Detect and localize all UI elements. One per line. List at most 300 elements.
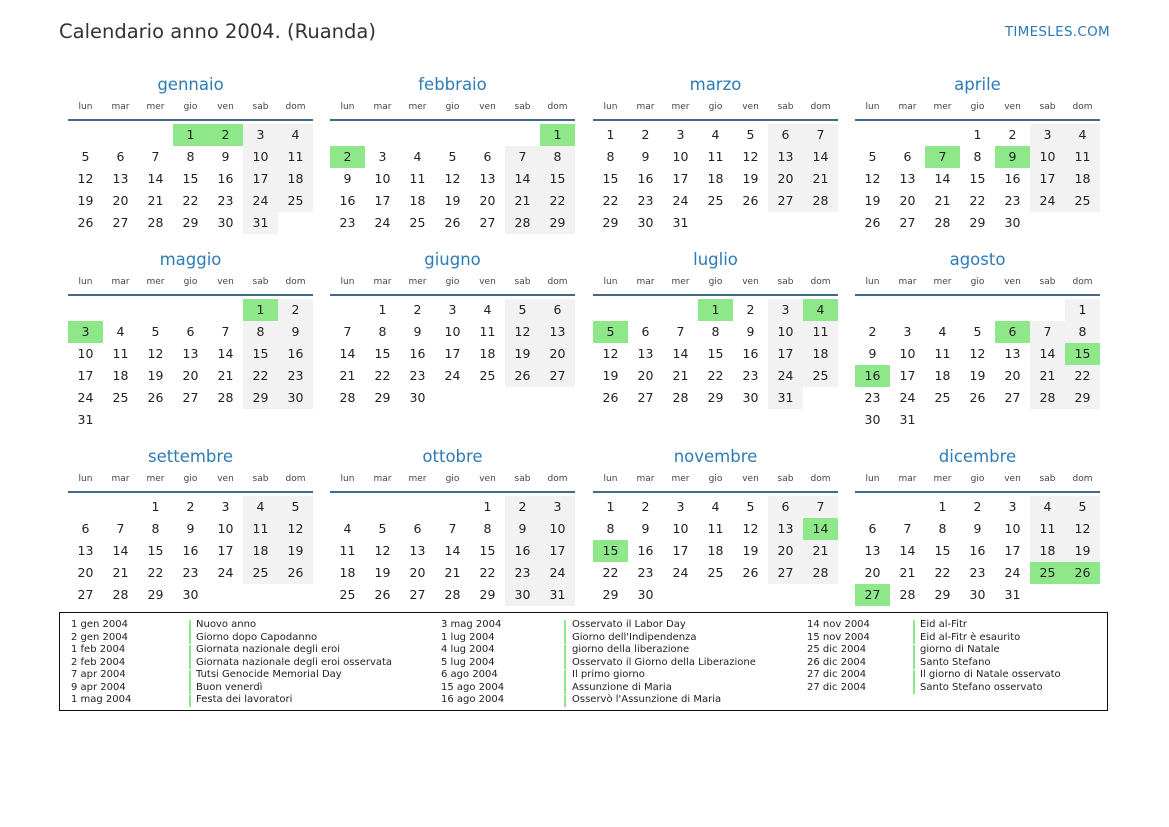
day-cell[interactable]: 19: [374, 565, 391, 580]
day-cell[interactable]: 22: [707, 368, 724, 383]
day-cell[interactable]: 11: [479, 324, 496, 339]
day-cell[interactable]: 20: [540, 343, 575, 365]
day-cell[interactable]: 6: [641, 324, 650, 339]
day-cell[interactable]: 15: [479, 543, 496, 558]
day-cell[interactable]: 2: [641, 499, 650, 514]
holiday-day-cell[interactable]: 6: [995, 321, 1030, 343]
day-cell[interactable]: 13: [1004, 346, 1021, 361]
day-cell[interactable]: 2: [278, 299, 313, 321]
day-cell[interactable]: 17: [217, 543, 234, 558]
day-cell[interactable]: 22: [602, 565, 619, 580]
day-cell[interactable]: 10: [672, 521, 689, 536]
day-cell[interactable]: 5: [81, 149, 90, 164]
day-cell[interactable]: 25: [1065, 190, 1100, 212]
day-cell[interactable]: 16: [505, 540, 540, 562]
day-cell[interactable]: 13: [77, 543, 94, 558]
day-cell[interactable]: 13: [540, 321, 575, 343]
day-cell[interactable]: 16: [339, 193, 356, 208]
day-cell[interactable]: 3: [448, 302, 457, 317]
day-cell[interactable]: 17: [899, 368, 916, 383]
day-cell[interactable]: 15: [147, 543, 164, 558]
day-cell[interactable]: 21: [217, 368, 234, 383]
day-cell[interactable]: 20: [77, 565, 94, 580]
day-cell[interactable]: 6: [540, 299, 575, 321]
day-cell[interactable]: 13: [112, 171, 129, 186]
holiday-day-cell[interactable]: 26: [1065, 562, 1100, 584]
day-cell[interactable]: 13: [637, 346, 654, 361]
day-cell[interactable]: 1: [606, 127, 615, 142]
day-cell[interactable]: 21: [147, 193, 164, 208]
day-cell[interactable]: 12: [742, 521, 759, 536]
day-cell[interactable]: 13: [864, 543, 881, 558]
day-cell[interactable]: 17: [1030, 168, 1065, 190]
day-cell[interactable]: 12: [742, 149, 759, 164]
day-cell[interactable]: 7: [803, 496, 838, 518]
day-cell[interactable]: 4: [413, 149, 422, 164]
day-cell[interactable]: 23: [182, 565, 199, 580]
day-cell[interactable]: 31: [899, 412, 916, 427]
day-cell[interactable]: 6: [483, 149, 492, 164]
day-cell[interactable]: 23: [339, 215, 356, 230]
day-cell[interactable]: 31: [1004, 587, 1021, 602]
day-cell[interactable]: 20: [768, 168, 803, 190]
day-cell[interactable]: 24: [672, 565, 689, 580]
day-cell[interactable]: 26: [374, 587, 391, 602]
day-cell[interactable]: 16: [278, 343, 313, 365]
day-cell[interactable]: 10: [1004, 521, 1021, 536]
day-cell[interactable]: 4: [243, 496, 278, 518]
day-cell[interactable]: 30: [278, 387, 313, 409]
day-cell[interactable]: 10: [672, 149, 689, 164]
day-cell[interactable]: 26: [602, 390, 619, 405]
day-cell[interactable]: 20: [768, 540, 803, 562]
day-cell[interactable]: 23: [864, 390, 881, 405]
day-cell[interactable]: 30: [182, 587, 199, 602]
day-cell[interactable]: 3: [378, 149, 387, 164]
day-cell[interactable]: 14: [505, 168, 540, 190]
day-cell[interactable]: 1: [483, 499, 492, 514]
day-cell[interactable]: 12: [864, 171, 881, 186]
day-cell[interactable]: 2: [641, 127, 650, 142]
day-cell[interactable]: 9: [343, 171, 352, 186]
day-cell[interactable]: 16: [1004, 171, 1021, 186]
day-cell[interactable]: 1: [938, 499, 947, 514]
day-cell[interactable]: 28: [505, 212, 540, 234]
day-cell[interactable]: 24: [672, 193, 689, 208]
day-cell[interactable]: 27: [479, 215, 496, 230]
holiday-day-cell[interactable]: 14: [803, 518, 838, 540]
day-cell[interactable]: 31: [672, 215, 689, 230]
day-cell[interactable]: 26: [77, 215, 94, 230]
day-cell[interactable]: 11: [278, 146, 313, 168]
day-cell[interactable]: 18: [243, 540, 278, 562]
day-cell[interactable]: 23: [637, 565, 654, 580]
day-cell[interactable]: 23: [1004, 193, 1021, 208]
day-cell[interactable]: 8: [938, 521, 947, 536]
day-cell[interactable]: 7: [116, 521, 125, 536]
day-cell[interactable]: 9: [868, 346, 877, 361]
day-cell[interactable]: 31: [540, 584, 575, 606]
day-cell[interactable]: 27: [899, 215, 916, 230]
day-cell[interactable]: 14: [899, 543, 916, 558]
day-cell[interactable]: 30: [742, 390, 759, 405]
day-cell[interactable]: 8: [606, 521, 615, 536]
day-cell[interactable]: 6: [81, 521, 90, 536]
day-cell[interactable]: 7: [903, 521, 912, 536]
day-cell[interactable]: 15: [602, 171, 619, 186]
day-cell[interactable]: 28: [803, 190, 838, 212]
day-cell[interactable]: 22: [147, 565, 164, 580]
day-cell[interactable]: 27: [112, 215, 129, 230]
day-cell[interactable]: 12: [602, 346, 619, 361]
day-cell[interactable]: 22: [540, 190, 575, 212]
day-cell[interactable]: 11: [803, 321, 838, 343]
day-cell[interactable]: 2: [746, 302, 755, 317]
day-cell[interactable]: 25: [339, 587, 356, 602]
day-cell[interactable]: 3: [1030, 124, 1065, 146]
day-cell[interactable]: 29: [602, 587, 619, 602]
day-cell[interactable]: 21: [803, 540, 838, 562]
day-cell[interactable]: 9: [505, 518, 540, 540]
day-cell[interactable]: 8: [378, 324, 387, 339]
day-cell[interactable]: 4: [483, 302, 492, 317]
day-cell[interactable]: 23: [637, 193, 654, 208]
day-cell[interactable]: 4: [278, 124, 313, 146]
day-cell[interactable]: 25: [707, 193, 724, 208]
day-cell[interactable]: 11: [1065, 146, 1100, 168]
day-cell[interactable]: 11: [707, 521, 724, 536]
day-cell[interactable]: 19: [742, 171, 759, 186]
day-cell[interactable]: 16: [637, 171, 654, 186]
day-cell[interactable]: 29: [969, 215, 986, 230]
day-cell[interactable]: 26: [147, 390, 164, 405]
day-cell[interactable]: 13: [768, 146, 803, 168]
day-cell[interactable]: 19: [147, 368, 164, 383]
day-cell[interactable]: 10: [444, 324, 461, 339]
day-cell[interactable]: 18: [278, 168, 313, 190]
day-cell[interactable]: 21: [803, 168, 838, 190]
day-cell[interactable]: 5: [448, 149, 457, 164]
day-cell[interactable]: 5: [868, 149, 877, 164]
day-cell[interactable]: 27: [540, 365, 575, 387]
day-cell[interactable]: 25: [803, 365, 838, 387]
day-cell[interactable]: 27: [637, 390, 654, 405]
day-cell[interactable]: 8: [483, 521, 492, 536]
day-cell[interactable]: 18: [934, 368, 951, 383]
day-cell[interactable]: 23: [969, 565, 986, 580]
day-cell[interactable]: 1: [151, 499, 160, 514]
day-cell[interactable]: 28: [934, 215, 951, 230]
day-cell[interactable]: 14: [934, 171, 951, 186]
day-cell[interactable]: 14: [803, 146, 838, 168]
day-cell[interactable]: 6: [413, 521, 422, 536]
day-cell[interactable]: 11: [112, 346, 129, 361]
day-cell[interactable]: 21: [339, 368, 356, 383]
holiday-day-cell[interactable]: 7: [925, 146, 960, 168]
day-cell[interactable]: 29: [479, 587, 496, 602]
day-cell[interactable]: 24: [77, 390, 94, 405]
day-cell[interactable]: 21: [444, 565, 461, 580]
day-cell[interactable]: 1: [973, 127, 982, 142]
day-cell[interactable]: 6: [903, 149, 912, 164]
day-cell[interactable]: 19: [77, 193, 94, 208]
day-cell[interactable]: 5: [378, 521, 387, 536]
day-cell[interactable]: 27: [768, 562, 803, 584]
day-cell[interactable]: 9: [641, 149, 650, 164]
day-cell[interactable]: 22: [602, 193, 619, 208]
day-cell[interactable]: 22: [243, 365, 278, 387]
day-cell[interactable]: 20: [864, 565, 881, 580]
day-cell[interactable]: 14: [217, 346, 234, 361]
day-cell[interactable]: 30: [969, 587, 986, 602]
day-cell[interactable]: 23: [217, 193, 234, 208]
day-cell[interactable]: 11: [934, 346, 951, 361]
day-cell[interactable]: 8: [540, 146, 575, 168]
day-cell[interactable]: 9: [973, 521, 982, 536]
day-cell[interactable]: 9: [413, 324, 422, 339]
day-cell[interactable]: 25: [278, 190, 313, 212]
day-cell[interactable]: 25: [409, 215, 426, 230]
day-cell[interactable]: 26: [278, 562, 313, 584]
day-cell[interactable]: 24: [899, 390, 916, 405]
brand-link[interactable]: TIMESLES.COM: [1004, 24, 1110, 40]
day-cell[interactable]: 7: [505, 146, 540, 168]
day-cell[interactable]: 18: [707, 171, 724, 186]
day-cell[interactable]: 12: [374, 543, 391, 558]
day-cell[interactable]: 16: [217, 171, 234, 186]
day-cell[interactable]: 19: [969, 368, 986, 383]
day-cell[interactable]: 17: [540, 540, 575, 562]
day-cell[interactable]: 21: [934, 193, 951, 208]
day-cell[interactable]: 30: [409, 390, 426, 405]
day-cell[interactable]: 15: [374, 346, 391, 361]
day-cell[interactable]: 5: [746, 499, 755, 514]
day-cell[interactable]: 3: [676, 127, 685, 142]
day-cell[interactable]: 27: [409, 587, 426, 602]
day-cell[interactable]: 13: [409, 543, 426, 558]
day-cell[interactable]: 12: [77, 171, 94, 186]
day-cell[interactable]: 10: [1030, 146, 1065, 168]
day-cell[interactable]: 7: [1030, 321, 1065, 343]
day-cell[interactable]: 13: [768, 518, 803, 540]
day-cell[interactable]: 19: [1065, 540, 1100, 562]
day-cell[interactable]: 10: [374, 171, 391, 186]
day-cell[interactable]: 9: [641, 521, 650, 536]
day-cell[interactable]: 24: [374, 215, 391, 230]
day-cell[interactable]: 12: [147, 346, 164, 361]
day-cell[interactable]: 25: [243, 562, 278, 584]
day-cell[interactable]: 30: [1004, 215, 1021, 230]
day-cell[interactable]: 20: [1004, 368, 1021, 383]
day-cell[interactable]: 29: [934, 587, 951, 602]
day-cell[interactable]: 26: [444, 215, 461, 230]
holiday-day-cell[interactable]: 3: [68, 321, 103, 343]
day-cell[interactable]: 26: [969, 390, 986, 405]
day-cell[interactable]: 2: [413, 302, 422, 317]
day-cell[interactable]: 12: [969, 346, 986, 361]
day-cell[interactable]: 30: [637, 215, 654, 230]
day-cell[interactable]: 2: [973, 499, 982, 514]
holiday-day-cell[interactable]: 15: [593, 540, 628, 562]
day-cell[interactable]: 26: [864, 215, 881, 230]
day-cell[interactable]: 9: [278, 321, 313, 343]
day-cell[interactable]: 15: [707, 346, 724, 361]
day-cell[interactable]: 17: [768, 343, 803, 365]
day-cell[interactable]: 17: [77, 368, 94, 383]
day-cell[interactable]: 11: [1030, 518, 1065, 540]
day-cell[interactable]: 23: [742, 368, 759, 383]
day-cell[interactable]: 3: [221, 499, 230, 514]
day-cell[interactable]: 27: [1004, 390, 1021, 405]
day-cell[interactable]: 18: [479, 346, 496, 361]
day-cell[interactable]: 29: [602, 215, 619, 230]
day-cell[interactable]: 29: [374, 390, 391, 405]
holiday-day-cell[interactable]: 1: [540, 124, 575, 146]
day-cell[interactable]: 20: [182, 368, 199, 383]
day-cell[interactable]: 9: [186, 521, 195, 536]
day-cell[interactable]: 3: [1008, 499, 1017, 514]
day-cell[interactable]: 23: [409, 368, 426, 383]
day-cell[interactable]: 27: [77, 587, 94, 602]
day-cell[interactable]: 1: [378, 302, 387, 317]
day-cell[interactable]: 13: [182, 346, 199, 361]
holiday-day-cell[interactable]: 4: [803, 299, 838, 321]
day-cell[interactable]: 26: [742, 565, 759, 580]
day-cell[interactable]: 8: [711, 324, 720, 339]
day-cell[interactable]: 28: [147, 215, 164, 230]
day-cell[interactable]: 24: [768, 365, 803, 387]
day-cell[interactable]: 25: [707, 565, 724, 580]
day-cell[interactable]: 1: [1065, 299, 1100, 321]
day-cell[interactable]: 18: [339, 565, 356, 580]
day-cell[interactable]: 18: [1065, 168, 1100, 190]
day-cell[interactable]: 5: [151, 324, 160, 339]
day-cell[interactable]: 4: [711, 499, 720, 514]
day-cell[interactable]: 11: [707, 149, 724, 164]
day-cell[interactable]: 14: [672, 346, 689, 361]
day-cell[interactable]: 22: [182, 193, 199, 208]
day-cell[interactable]: 12: [505, 321, 540, 343]
holiday-day-cell[interactable]: 1: [698, 299, 733, 321]
day-cell[interactable]: 29: [707, 390, 724, 405]
day-cell[interactable]: 24: [444, 368, 461, 383]
day-cell[interactable]: 7: [151, 149, 160, 164]
day-cell[interactable]: 30: [505, 584, 540, 606]
day-cell[interactable]: 3: [903, 324, 912, 339]
day-cell[interactable]: 28: [899, 587, 916, 602]
day-cell[interactable]: 14: [112, 543, 129, 558]
day-cell[interactable]: 9: [221, 149, 230, 164]
day-cell[interactable]: 22: [479, 565, 496, 580]
day-cell[interactable]: 14: [444, 543, 461, 558]
day-cell[interactable]: 7: [676, 324, 685, 339]
day-cell[interactable]: 25: [479, 368, 496, 383]
day-cell[interactable]: 8: [973, 149, 982, 164]
day-cell[interactable]: 15: [243, 343, 278, 365]
day-cell[interactable]: 5: [746, 127, 755, 142]
day-cell[interactable]: 28: [339, 390, 356, 405]
day-cell[interactable]: 19: [864, 193, 881, 208]
day-cell[interactable]: 29: [147, 587, 164, 602]
day-cell[interactable]: 10: [768, 321, 803, 343]
day-cell[interactable]: 19: [505, 343, 540, 365]
day-cell[interactable]: 30: [637, 587, 654, 602]
day-cell[interactable]: 27: [768, 190, 803, 212]
day-cell[interactable]: 19: [444, 193, 461, 208]
day-cell[interactable]: 8: [151, 521, 160, 536]
day-cell[interactable]: 23: [278, 365, 313, 387]
day-cell[interactable]: 6: [768, 124, 803, 146]
day-cell[interactable]: 12: [444, 171, 461, 186]
holiday-day-cell[interactable]: 25: [1030, 562, 1065, 584]
day-cell[interactable]: 24: [1004, 565, 1021, 580]
day-cell[interactable]: 25: [112, 390, 129, 405]
day-cell[interactable]: 19: [602, 368, 619, 383]
day-cell[interactable]: 18: [803, 343, 838, 365]
day-cell[interactable]: 18: [707, 543, 724, 558]
day-cell[interactable]: 27: [182, 390, 199, 405]
day-cell[interactable]: 3: [768, 299, 803, 321]
day-cell[interactable]: 24: [243, 190, 278, 212]
day-cell[interactable]: 3: [540, 496, 575, 518]
day-cell[interactable]: 16: [969, 543, 986, 558]
day-cell[interactable]: 26: [742, 193, 759, 208]
day-cell[interactable]: 11: [243, 518, 278, 540]
day-cell[interactable]: 22: [1065, 365, 1100, 387]
day-cell[interactable]: 20: [479, 193, 496, 208]
day-cell[interactable]: 3: [243, 124, 278, 146]
day-cell[interactable]: 4: [343, 521, 352, 536]
day-cell[interactable]: 24: [540, 562, 575, 584]
day-cell[interactable]: 7: [448, 521, 457, 536]
holiday-day-cell[interactable]: 27: [855, 584, 890, 606]
day-cell[interactable]: 17: [444, 346, 461, 361]
day-cell[interactable]: 21: [505, 190, 540, 212]
day-cell[interactable]: 2: [868, 324, 877, 339]
day-cell[interactable]: 28: [444, 587, 461, 602]
day-cell[interactable]: 3: [676, 499, 685, 514]
day-cell[interactable]: 10: [243, 146, 278, 168]
day-cell[interactable]: 18: [1030, 540, 1065, 562]
day-cell[interactable]: 17: [672, 543, 689, 558]
day-cell[interactable]: 7: [803, 124, 838, 146]
day-cell[interactable]: 12: [278, 518, 313, 540]
day-cell[interactable]: 18: [409, 193, 426, 208]
day-cell[interactable]: 7: [221, 324, 230, 339]
holiday-day-cell[interactable]: 5: [593, 321, 628, 343]
day-cell[interactable]: 21: [672, 368, 689, 383]
day-cell[interactable]: 14: [1030, 343, 1065, 365]
day-cell[interactable]: 28: [217, 390, 234, 405]
day-cell[interactable]: 2: [186, 499, 195, 514]
day-cell[interactable]: 2: [505, 496, 540, 518]
day-cell[interactable]: 17: [672, 171, 689, 186]
day-cell[interactable]: 28: [1030, 387, 1065, 409]
day-cell[interactable]: 22: [969, 193, 986, 208]
day-cell[interactable]: 18: [112, 368, 129, 383]
day-cell[interactable]: 6: [186, 324, 195, 339]
holiday-day-cell[interactable]: 2: [208, 124, 243, 146]
day-cell[interactable]: 25: [934, 390, 951, 405]
day-cell[interactable]: 5: [505, 299, 540, 321]
day-cell[interactable]: 31: [243, 212, 278, 234]
day-cell[interactable]: 15: [969, 171, 986, 186]
day-cell[interactable]: 29: [243, 387, 278, 409]
day-cell[interactable]: 13: [899, 171, 916, 186]
holiday-day-cell[interactable]: 15: [1065, 343, 1100, 365]
day-cell[interactable]: 29: [540, 212, 575, 234]
day-cell[interactable]: 21: [899, 565, 916, 580]
